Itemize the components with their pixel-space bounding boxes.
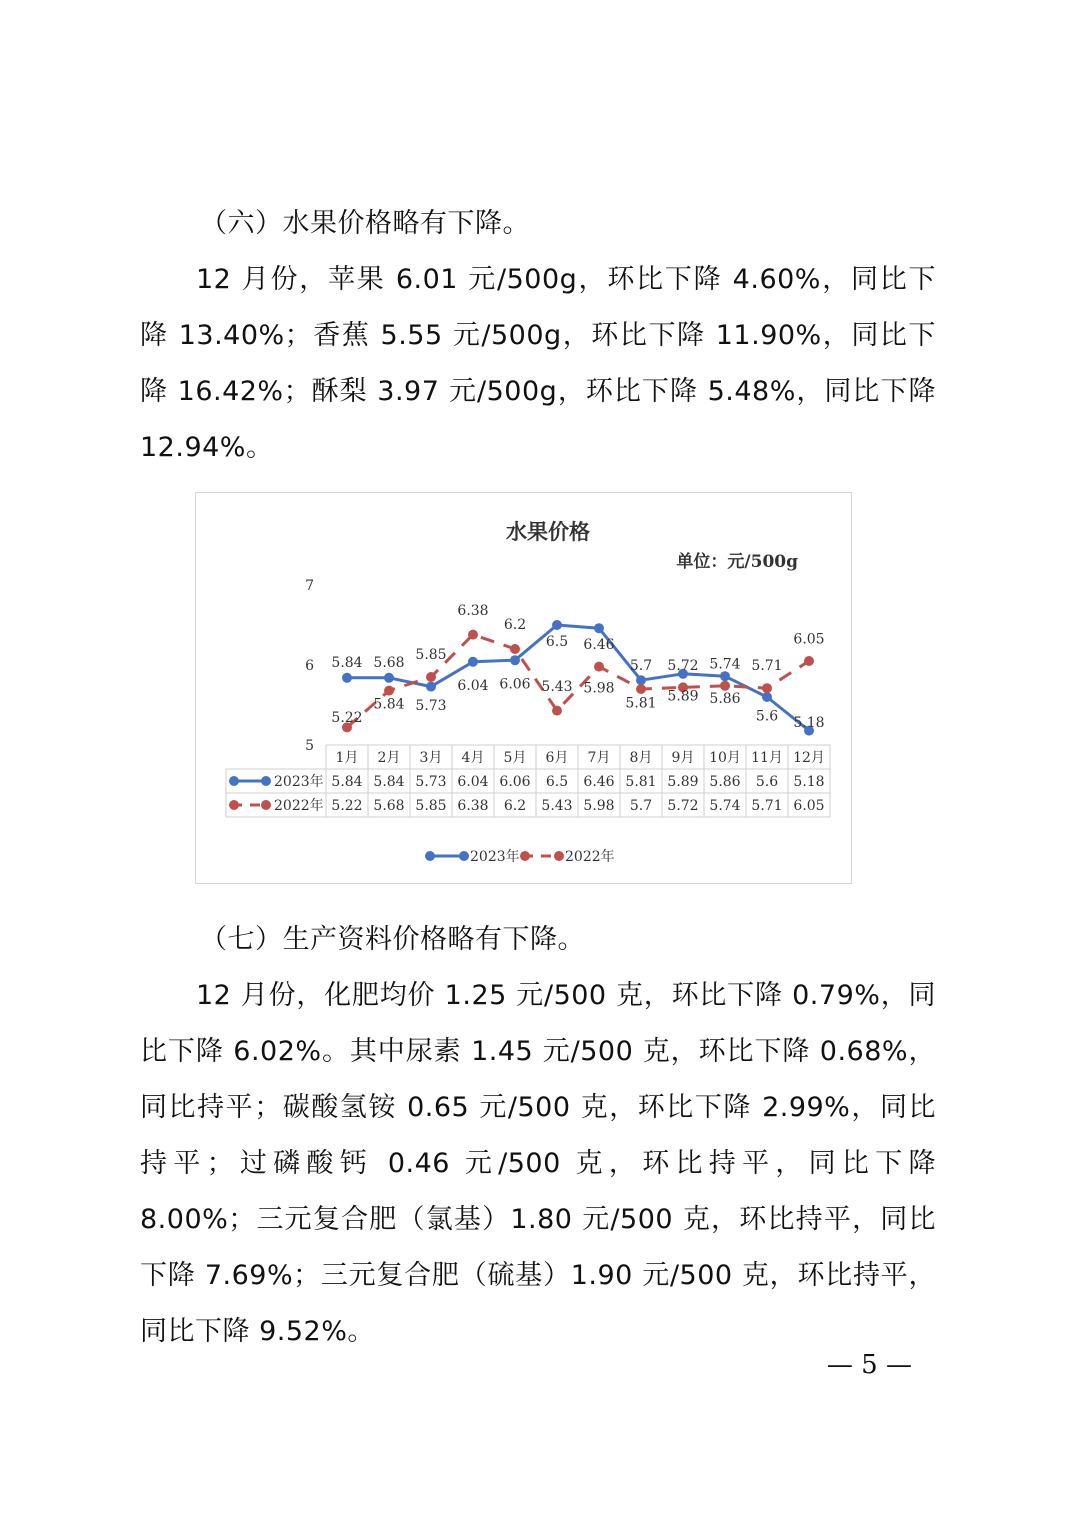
section7-body: 12 月份，化肥均价 1.25 元/500 克，环比下降 0.79%，同比下降 6.02%。其中尿素 1.45 元/500 克，环比下降 0.68%，同比持平；碳酸氢铵 0.65 元/500 克，环比下降 2.99%，同比持平；过磷酸钙 0.46 元/500 克，环比持平，同比下降 8.00%；三元复合肥（氯基）1.80 元/500 克，环比持平，同比下降 7.69%；三元复合肥（硫基）1.90 元/500 克，环比持平，同比下降 9.52%。 (140, 980, 936, 1347)
data-label: 5.85 (415, 646, 447, 663)
table-cell: 5.84 (331, 774, 363, 790)
table-series-name: 2022年 (274, 798, 324, 814)
data-label: 5.84 (373, 696, 405, 713)
section6-body: 12 月份，苹果 6.01 元/500g，环比下降 4.60%，同比下降 13.40%；香蕉 5.55 元/500g，环比下降 11.90%，同比下降 16.42%；酥梨 3.97 元/500g，环比下降 5.48%，同比下降 12.94%。 (140, 264, 936, 463)
table-cell: 6.5 (545, 774, 569, 790)
data-label: 6.38 (457, 602, 489, 619)
data-label: 6.04 (457, 678, 489, 694)
x-tick-label: 10月 (709, 750, 741, 766)
legend-entry: 2022年 (565, 849, 615, 865)
table-legend-key-point (261, 776, 271, 786)
data-label: 5.71 (751, 658, 783, 674)
series-point (636, 684, 646, 694)
series-point (468, 630, 478, 640)
table-cell: 5.86 (709, 774, 741, 790)
series-point (720, 671, 730, 681)
series-point (426, 672, 436, 682)
table-cell: 5.43 (541, 798, 573, 814)
data-label: 5.86 (709, 690, 741, 707)
section6-heading: （六）水果价格略有下降。 (200, 208, 530, 239)
table-cell: 6.2 (503, 798, 527, 814)
table-cell: 5.72 (667, 798, 699, 814)
series-point (720, 681, 730, 691)
data-label: 6.5 (545, 634, 569, 650)
y-tick-label: 7 (305, 578, 314, 594)
y-tick-label: 6 (305, 658, 314, 674)
table-cell: 6.05 (793, 798, 825, 814)
table-cell: 5.73 (415, 774, 447, 790)
table-legend-key-point (229, 776, 239, 786)
table-cell: 5.74 (709, 798, 741, 814)
table-cell: 5.22 (331, 798, 363, 814)
data-label: 6.06 (499, 676, 531, 693)
section7-heading: （七）生产资料价格略有下降。 (200, 924, 585, 955)
x-tick-label: 11月 (751, 750, 783, 766)
data-label: 5.43 (541, 678, 573, 695)
data-label: 5.72 (667, 658, 699, 674)
legend-key-point (425, 851, 435, 861)
chart-unit-label: 单位：元/500g (676, 552, 798, 572)
legend-entry: 2023年 (470, 849, 520, 865)
table-cell: 5.18 (793, 774, 825, 790)
table-cell: 5.7 (629, 798, 653, 814)
x-tick-label: 2月 (377, 750, 401, 766)
table-series-name: 2023年 (274, 774, 324, 790)
table-cell: 5.71 (751, 798, 783, 814)
series-point (510, 644, 520, 654)
series-point (384, 686, 394, 696)
table-cell: 5.89 (667, 774, 699, 790)
series-point (594, 662, 604, 672)
series-point (594, 623, 604, 633)
table-legend-key-point (229, 800, 239, 810)
table-cell: 6.46 (583, 774, 615, 790)
series-line-0 (347, 625, 809, 731)
data-label: 5.84 (331, 654, 363, 671)
series-point (426, 682, 436, 692)
series-point (762, 692, 772, 702)
x-tick-label: 8月 (629, 750, 653, 766)
table-legend-key-point (261, 800, 271, 810)
table-cell: 5.84 (373, 774, 405, 790)
data-label: 6.05 (793, 631, 825, 648)
legend-key-point (459, 851, 469, 861)
table-cell: 6.04 (457, 774, 489, 790)
x-tick-label: 5月 (503, 750, 527, 766)
data-label: 5.6 (755, 708, 779, 725)
x-tick-label: 3月 (419, 750, 443, 766)
y-tick-label: 5 (305, 738, 314, 754)
table-cell: 5.98 (583, 798, 615, 814)
table-cell: 6.38 (457, 798, 489, 814)
series-point (384, 673, 394, 683)
data-label: 5.22 (331, 710, 363, 726)
legend-key-point (554, 851, 564, 861)
series-point (342, 673, 352, 683)
fruit-price-chart-svg (196, 493, 851, 883)
series-point (468, 657, 478, 667)
x-tick-label: 9月 (671, 750, 695, 766)
series-point (552, 706, 562, 716)
series-point (762, 683, 772, 693)
legend-key-point (520, 851, 530, 861)
series-point (552, 620, 562, 630)
data-label: 5.89 (667, 688, 699, 705)
data-label: 5.73 (415, 698, 447, 714)
data-label: 5.81 (625, 695, 657, 712)
table-cell: 5.81 (625, 774, 657, 790)
x-tick-label: 4月 (461, 750, 485, 766)
series-point (636, 675, 646, 685)
x-tick-label: 6月 (545, 750, 569, 766)
data-label: 6.46 (583, 637, 615, 654)
data-label: 6.2 (503, 617, 527, 634)
chart-title: 水果价格 (506, 519, 590, 544)
table-cell: 6.06 (499, 774, 531, 790)
table-cell: 5.6 (755, 774, 779, 790)
x-tick-label: 1月 (335, 750, 359, 766)
x-tick-label: 7月 (587, 750, 611, 766)
data-label: 5.18 (793, 714, 825, 731)
series-point (804, 656, 814, 666)
data-label: 5.74 (709, 656, 741, 673)
table-cell: 5.85 (415, 798, 447, 814)
page-number: — 5 — (826, 1350, 912, 1380)
fruit-price-chart (195, 492, 852, 884)
data-label: 5.68 (373, 654, 405, 671)
x-tick-label: 12月 (793, 750, 825, 766)
series-point (510, 655, 520, 665)
data-label: 5.7 (629, 658, 653, 674)
table-cell: 5.68 (373, 798, 405, 814)
data-label: 5.98 (583, 680, 615, 697)
